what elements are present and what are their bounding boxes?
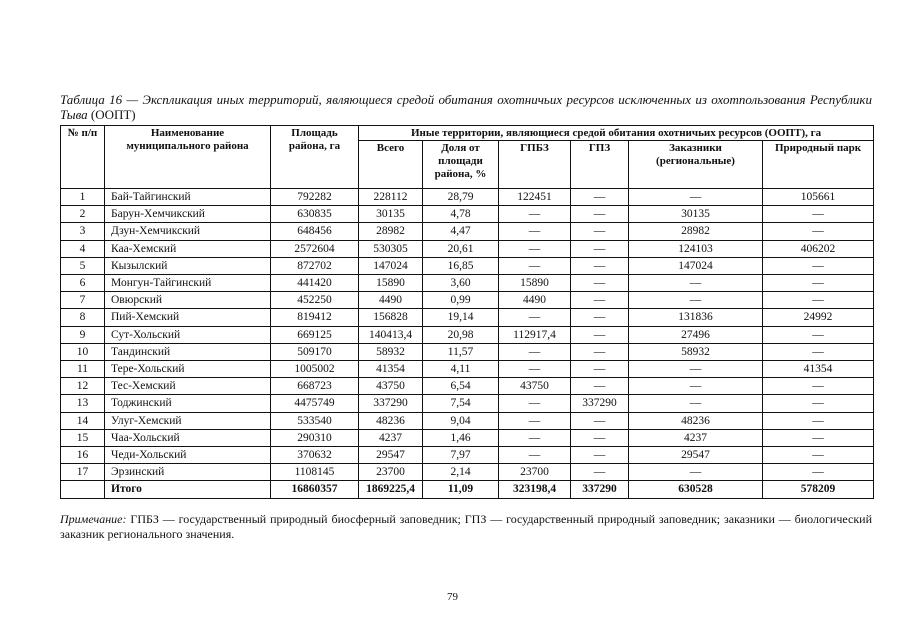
header-gpz: ГПЗ [571, 141, 629, 189]
area-share-cell: 4,47 [423, 223, 499, 240]
gpbz-area-cell: — [499, 343, 571, 360]
district-name-cell: Тоджинский [105, 395, 271, 412]
district-name-cell: Тандинский [105, 343, 271, 360]
total-area-cell: 29547 [359, 447, 423, 464]
gpz-area-cell: — [571, 292, 629, 309]
park-area-cell: — [763, 206, 874, 223]
row-number-cell: 14 [61, 412, 105, 429]
gpbz-area-cell: — [499, 412, 571, 429]
reserves-area-cell: — [629, 464, 763, 481]
total-area-cell: 41354 [359, 361, 423, 378]
total-area-cell: 530305 [359, 240, 423, 257]
header-total: Всего [359, 141, 423, 189]
gpz-area-cell: — [571, 378, 629, 395]
district-name-cell: Сут-Хольский [105, 326, 271, 343]
district-area-cell: 452250 [271, 292, 359, 309]
area-share-cell: 11,57 [423, 343, 499, 360]
gpbz-area-cell: 23700 [499, 464, 571, 481]
district-name-cell: Овюрский [105, 292, 271, 309]
table-row [61, 343, 874, 360]
gpbz-area-cell: 15890 [499, 275, 571, 292]
park-area-cell: — [763, 275, 874, 292]
gpz-area-cell: — [571, 240, 629, 257]
header-name: Наименование муниципального района [105, 126, 271, 189]
gpbz-area-cell: — [499, 257, 571, 274]
header-park: Природный парк [763, 141, 874, 189]
district-area-cell: 1108145 [271, 464, 359, 481]
park-area-cell: — [763, 412, 874, 429]
gpz-area-cell: — [571, 412, 629, 429]
table-row [61, 257, 874, 274]
district-area-cell: 4475749 [271, 395, 359, 412]
row-number-cell: 4 [61, 240, 105, 257]
table-row [61, 223, 874, 240]
district-name-cell: Монгун-Тайгинский [105, 275, 271, 292]
header-num: № п/п [61, 126, 105, 189]
reserves-area-cell: 48236 [629, 412, 763, 429]
district-name-cell: Тес-Хемский [105, 378, 271, 395]
district-area-cell: 630835 [271, 206, 359, 223]
district-area-cell: 819412 [271, 309, 359, 326]
table-row [61, 326, 874, 343]
table-row [61, 361, 874, 378]
park-area-cell: 41354 [763, 361, 874, 378]
reserves-area-cell: 147024 [629, 257, 763, 274]
gpbz-area-cell: — [499, 206, 571, 223]
gpz-area-cell: — [571, 447, 629, 464]
row-number-cell: 13 [61, 395, 105, 412]
table-row [61, 275, 874, 292]
explication-table [60, 125, 874, 499]
district-area-cell: 792282 [271, 189, 359, 206]
gpz-area-cell: — [571, 326, 629, 343]
district-area-cell: 648456 [271, 223, 359, 240]
gpz-area-cell: 337290 [571, 395, 629, 412]
row-number-cell: 16 [61, 447, 105, 464]
district-name-cell: Пий-Хемский [105, 309, 271, 326]
area-share-cell: 11,09 [423, 481, 499, 498]
reserves-area-cell: 630528 [629, 481, 763, 498]
caption-abbreviation: (ООПТ) [90, 107, 136, 122]
table-total-row [61, 481, 874, 498]
total-area-cell: 48236 [359, 412, 423, 429]
district-area-cell: 290310 [271, 429, 359, 446]
reserves-area-cell: 29547 [629, 447, 763, 464]
table-row [61, 429, 874, 446]
area-share-cell: 4,78 [423, 206, 499, 223]
gpz-area-cell: — [571, 206, 629, 223]
gpbz-area-cell: — [499, 361, 571, 378]
park-area-cell: 24992 [763, 309, 874, 326]
total-area-cell: 147024 [359, 257, 423, 274]
district-area-cell: 668723 [271, 378, 359, 395]
row-number-cell: 8 [61, 309, 105, 326]
row-number-cell: 12 [61, 378, 105, 395]
total-area-cell: 228112 [359, 189, 423, 206]
row-number-cell: 2 [61, 206, 105, 223]
gpz-area-cell: — [571, 343, 629, 360]
header-share: Доля от площади района, % [423, 141, 499, 189]
district-area-cell: 1005002 [271, 361, 359, 378]
gpbz-area-cell: 43750 [499, 378, 571, 395]
row-number-cell: 6 [61, 275, 105, 292]
area-share-cell: 3,60 [423, 275, 499, 292]
gpz-area-cell: — [571, 257, 629, 274]
header-reserves: Заказники (региональные) [629, 141, 763, 189]
row-number-cell: 3 [61, 223, 105, 240]
area-share-cell: 16,85 [423, 257, 499, 274]
district-area-cell: 441420 [271, 275, 359, 292]
table-caption [60, 92, 872, 122]
park-area-cell: — [763, 343, 874, 360]
district-name-cell: Дзун-Хемчикский [105, 223, 271, 240]
table-row [61, 395, 874, 412]
reserves-area-cell: 131836 [629, 309, 763, 326]
district-area-cell: 872702 [271, 257, 359, 274]
row-number-cell: 5 [61, 257, 105, 274]
reserves-area-cell: — [629, 189, 763, 206]
table-row [61, 464, 874, 481]
park-area-cell: — [763, 464, 874, 481]
gpz-area-cell: — [571, 361, 629, 378]
area-share-cell: 20,98 [423, 326, 499, 343]
area-share-cell: 4,11 [423, 361, 499, 378]
reserves-area-cell: — [629, 292, 763, 309]
area-share-cell: 19,14 [423, 309, 499, 326]
gpz-area-cell: — [571, 189, 629, 206]
total-area-cell: 1869225,4 [359, 481, 423, 498]
gpz-area-cell: — [571, 223, 629, 240]
row-number-cell: 17 [61, 464, 105, 481]
gpbz-area-cell: 112917,4 [499, 326, 571, 343]
district-name-cell: Бай-Тайгинский [105, 189, 271, 206]
total-area-cell: 43750 [359, 378, 423, 395]
gpz-area-cell: — [571, 309, 629, 326]
district-area-cell: 509170 [271, 343, 359, 360]
reserves-area-cell: 124103 [629, 240, 763, 257]
header-area: Площадь района, га [271, 126, 359, 189]
district-name-cell: Барун-Хемчикский [105, 206, 271, 223]
park-area-cell: — [763, 326, 874, 343]
gpbz-area-cell: 4490 [499, 292, 571, 309]
header-group: Иные территории, являющиеся средой обитания охотничьих ресурсов (ООПТ), га [359, 126, 874, 141]
area-share-cell: 28,79 [423, 189, 499, 206]
row-number-cell: 1 [61, 189, 105, 206]
area-share-cell: 1,46 [423, 429, 499, 446]
park-area-cell: — [763, 447, 874, 464]
total-area-cell: 58932 [359, 343, 423, 360]
district-area-cell: 2572604 [271, 240, 359, 257]
gpbz-area-cell: — [499, 223, 571, 240]
area-share-cell: 20,61 [423, 240, 499, 257]
total-area-cell: 30135 [359, 206, 423, 223]
area-share-cell: 2,14 [423, 464, 499, 481]
district-area-cell: 533540 [271, 412, 359, 429]
page-number: 79 [447, 591, 458, 603]
area-share-cell: 6,54 [423, 378, 499, 395]
gpbz-area-cell: 323198,4 [499, 481, 571, 498]
district-name-cell: Итого [105, 481, 271, 498]
area-share-cell: 7,54 [423, 395, 499, 412]
park-area-cell: — [763, 257, 874, 274]
total-area-cell: 23700 [359, 464, 423, 481]
table-row [61, 189, 874, 206]
total-area-cell: 337290 [359, 395, 423, 412]
reserves-area-cell: 27496 [629, 326, 763, 343]
row-number-cell: 7 [61, 292, 105, 309]
reserves-area-cell: 28982 [629, 223, 763, 240]
district-name-cell: Кызылский [105, 257, 271, 274]
total-area-cell: 15890 [359, 275, 423, 292]
gpz-area-cell: — [571, 275, 629, 292]
reserves-area-cell: — [629, 395, 763, 412]
park-area-cell: — [763, 378, 874, 395]
table-note [60, 512, 872, 542]
district-name-cell: Чеди-Хольский [105, 447, 271, 464]
total-area-cell: 4490 [359, 292, 423, 309]
district-area-cell: 16860357 [271, 481, 359, 498]
reserves-area-cell: — [629, 361, 763, 378]
park-area-cell: — [763, 429, 874, 446]
gpz-area-cell: — [571, 429, 629, 446]
gpbz-area-cell: — [499, 429, 571, 446]
table-row [61, 447, 874, 464]
gpz-area-cell: 337290 [571, 481, 629, 498]
row-number-cell: 10 [61, 343, 105, 360]
total-area-cell: 4237 [359, 429, 423, 446]
total-area-cell: 156828 [359, 309, 423, 326]
area-share-cell: 9,04 [423, 412, 499, 429]
reserves-area-cell: — [629, 378, 763, 395]
table-row [61, 206, 874, 223]
park-area-cell: — [763, 395, 874, 412]
caption-text: Таблица 16 — Экспликация иных территорий, являющиеся средой обитания охотничьих ресурсов исключенных из охотпользования Республики Тыва [60, 92, 872, 122]
total-area-cell: 28982 [359, 223, 423, 240]
note-text: ГПБЗ — государственный природный биосферный заповедник; ГПЗ — государственный природный заповедник; заказники — биологический заказник регионального значения. [60, 512, 872, 541]
row-number-cell: 9 [61, 326, 105, 343]
park-area-cell: — [763, 292, 874, 309]
reserves-area-cell: 4237 [629, 429, 763, 446]
table-row [61, 309, 874, 326]
district-name-cell: Каа-Хемский [105, 240, 271, 257]
district-area-cell: 669125 [271, 326, 359, 343]
table-row [61, 378, 874, 395]
gpbz-area-cell: — [499, 240, 571, 257]
gpbz-area-cell: 122451 [499, 189, 571, 206]
total-area-cell: 140413,4 [359, 326, 423, 343]
park-area-cell: 406202 [763, 240, 874, 257]
row-number-cell: 11 [61, 361, 105, 378]
table-row [61, 240, 874, 257]
gpbz-area-cell: — [499, 447, 571, 464]
park-area-cell: 105661 [763, 189, 874, 206]
table-row [61, 292, 874, 309]
district-name-cell: Улуг-Хемский [105, 412, 271, 429]
reserves-area-cell: — [629, 275, 763, 292]
gpbz-area-cell: — [499, 395, 571, 412]
area-share-cell: 0,99 [423, 292, 499, 309]
table-row [61, 412, 874, 429]
reserves-area-cell: 58932 [629, 343, 763, 360]
gpz-area-cell: — [571, 464, 629, 481]
row-number-cell [61, 481, 105, 498]
note-label: Примечание: [60, 512, 127, 526]
district-name-cell: Чаа-Хольский [105, 429, 271, 446]
gpbz-area-cell: — [499, 309, 571, 326]
row-number-cell: 15 [61, 429, 105, 446]
district-name-cell: Эрзинский [105, 464, 271, 481]
header-gpbz: ГПБЗ [499, 141, 571, 189]
park-area-cell: 578209 [763, 481, 874, 498]
park-area-cell: — [763, 223, 874, 240]
reserves-area-cell: 30135 [629, 206, 763, 223]
area-share-cell: 7,97 [423, 447, 499, 464]
district-area-cell: 370632 [271, 447, 359, 464]
district-name-cell: Тере-Хольский [105, 361, 271, 378]
